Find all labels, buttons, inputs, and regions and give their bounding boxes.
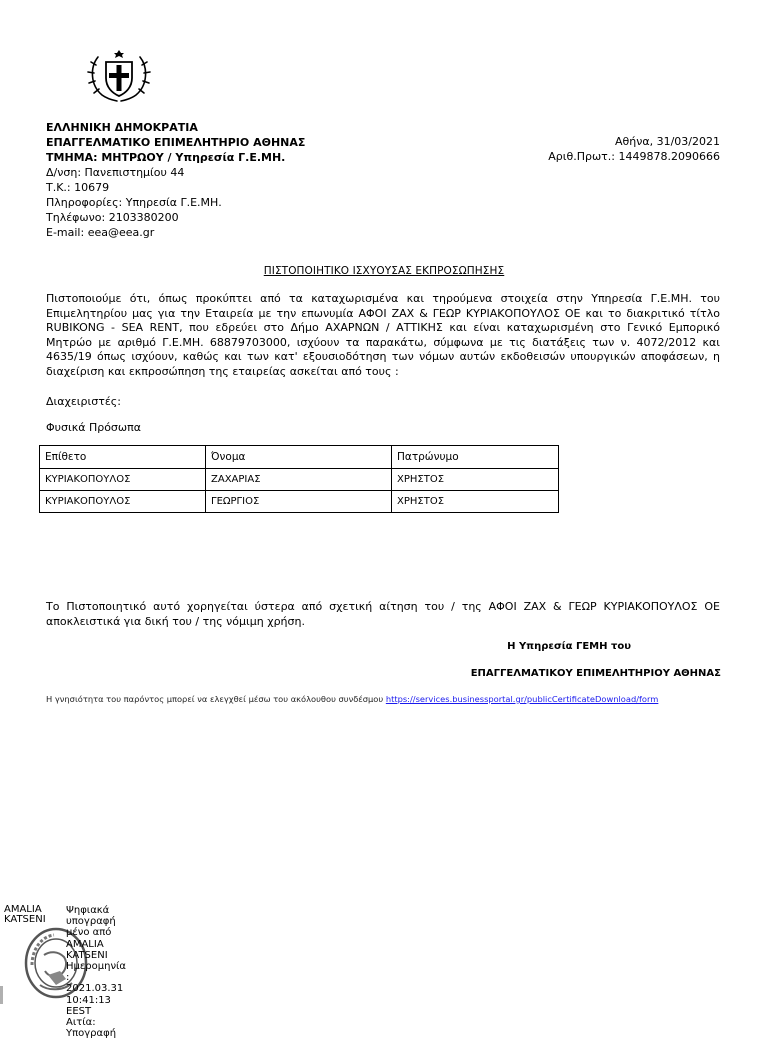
table-row [40, 469, 559, 491]
header-first-name: Όνομα [206, 446, 392, 469]
signature-line: Ημερομηνία [66, 961, 127, 973]
signature-line: Αιτία: [66, 1017, 96, 1029]
signature-line: μένο από [66, 927, 112, 939]
verification-link[interactable]: https://services.businessportal.gr/publicCertificateDownload/form [385, 694, 659, 704]
signature-chamber: ΕΠΑΓΓΕΛΜΑΤΙΚΟΥ ΕΠΙΜΕΛΗΤΗΡΙΟΥ ΑΘΗΝΑΣ [470, 668, 721, 679]
coat-of-arms-icon [84, 45, 154, 105]
certificate-title: ΠΙΣΤΟΠΟΙΗΤΙΚΟ ΙΣΧΥΟΥΣΑΣ ΕΚΠΡΟΣΩΠΗΣΗΣ [263, 265, 505, 277]
verification-note [46, 694, 658, 704]
signature-line: 2021.03.31 [66, 983, 124, 995]
cell-first-name: ΓΕΩΡΓΙΟΣ [206, 491, 392, 513]
cell-fathers-name: ΧΡΗΣΤΟΣ [392, 469, 559, 491]
issuer-info: Πληροφορίες: Υπηρεσία Γ.Ε.ΜΗ. [46, 196, 222, 209]
issuer-email: E-mail: eea@eea.gr [46, 226, 155, 239]
digital-signature-details [66, 905, 136, 1039]
signer-first-name: AMALIA [4, 904, 42, 915]
issuer-address: Δ/νση: Πανεπιστημίου 44 [46, 166, 185, 179]
issuer-department: ΤΜΗΜΑ: ΜΗΤΡΩΟΥ / Υπηρεσία Γ.Ε.ΜΗ. [46, 151, 286, 164]
issue-date: Αθήνα, 31/03/2021 [614, 135, 720, 148]
issuer-chamber: ΕΠΑΓΓΕΛΜΑΤΙΚΟ ΕΠΙΜΕΛΗΤΗΡΙΟ ΑΘΗΝΑΣ [46, 136, 306, 149]
issuer-postal-code: Τ.Κ.: 10679 [46, 181, 110, 194]
table-row [40, 491, 559, 513]
managers-label: Διαχειριστές: [46, 395, 121, 408]
cell-fathers-name: ΧΡΗΣΤΟΣ [392, 491, 559, 513]
signature-line: : [66, 972, 70, 984]
representatives-table [39, 445, 559, 513]
signature-line: AMALIA [66, 938, 104, 950]
natural-persons-label: Φυσικά Πρόσωπα [46, 421, 141, 434]
cell-surname: ΚΥΡΙΑΚΟΠΟΥΛΟΣ [40, 491, 206, 513]
signer-name [4, 905, 46, 925]
table-header-row [40, 446, 559, 469]
signature-line: EEST [66, 1005, 92, 1017]
page-edge-mark [0, 986, 3, 1004]
issuer-phone: Τηλέφωνο: 2103380200 [46, 211, 179, 224]
signature-line: υπογραφή [66, 916, 116, 928]
issuer-country: ΕΛΛΗΝΙΚΗ ΔΗΜΟΚΡΑΤΙΑ [46, 121, 198, 134]
signer-last-name: KATSENI [4, 914, 46, 925]
closing-paragraph: Το Πιστοποιητικό αυτό χορηγείται ύστερα από σχετική αίτηση του / της ΑΦΟΙ ΖΑΧ & ΓΕΩΡ ΚΥΡΙΑΚΟΠΟΥΛΟΣ ΟΕ αποκλειστικά για δική του / της νόμιμη χρήση. [46, 600, 720, 628]
header-fathers-name: Πατρώνυμο [392, 446, 559, 469]
header-surname: Επίθετο [40, 446, 206, 469]
signature-line: Ψηφιακά [66, 905, 110, 916]
issuer-block [46, 120, 305, 240]
verification-text: Η γνησιότητα του παρόντος μπορεί να ελεγχθεί μέσω του ακόλουθου συνδέσμου [46, 694, 384, 704]
signature-line: Υπογραφή [66, 1028, 117, 1039]
signature-line: KATSENI [66, 949, 108, 961]
cell-first-name: ΖΑΧΑΡΙΑΣ [206, 469, 392, 491]
signature-line: 10:41:13 [66, 994, 111, 1006]
cell-surname: ΚΥΡΙΑΚΟΠΟΥΛΟΣ [40, 469, 206, 491]
certificate-body: Πιστοποιούμε ότι, όπως προκύπτει από τα καταχωρισμένα και τηρούμενα στοιχεία στην Υπηρεσία Γ.Ε.ΜΗ. του Επιμελητηρίου μας για την Εταιρεία με την επωνυμία ΑΦΟΙ ΖΑΧ & ΓΕΩΡ ΚΥΡΙΑΚΟΠΟΥΛΟΣ ΟΕ και το διακριτικό τίτλο RUBIKONG - SEA RENT, που εδρεύει στο Δήμο ΑΧΑΡΝΩΝ / ΑΤΤΙΚΗΣ και είναι καταχωρισμένη στο Γενικό Εμπορικό Μητρώο με αριθμό Γ.Ε.ΜΗ. 68879703000, ισχύουν τα παρακάτω, σύμφωνα με τις διατάξεις των ν. 4072/2012 και 4635/19 όπως ισχύουν, καθώς και των κατ' εξουσιοδότηση των νόμων αυτών εκδοθεισών υπουργικών αποφάσεων, η διαχείριση και εκπροσώπηση της εταιρείας ασκείται από τους : [46, 292, 720, 378]
signature-service: Η Υπηρεσία ΓΕΜΗ του [507, 641, 631, 652]
protocol-number: Αριθ.Πρωτ.: 1449878.2090666 [548, 150, 720, 163]
date-protocol-block [548, 134, 720, 164]
